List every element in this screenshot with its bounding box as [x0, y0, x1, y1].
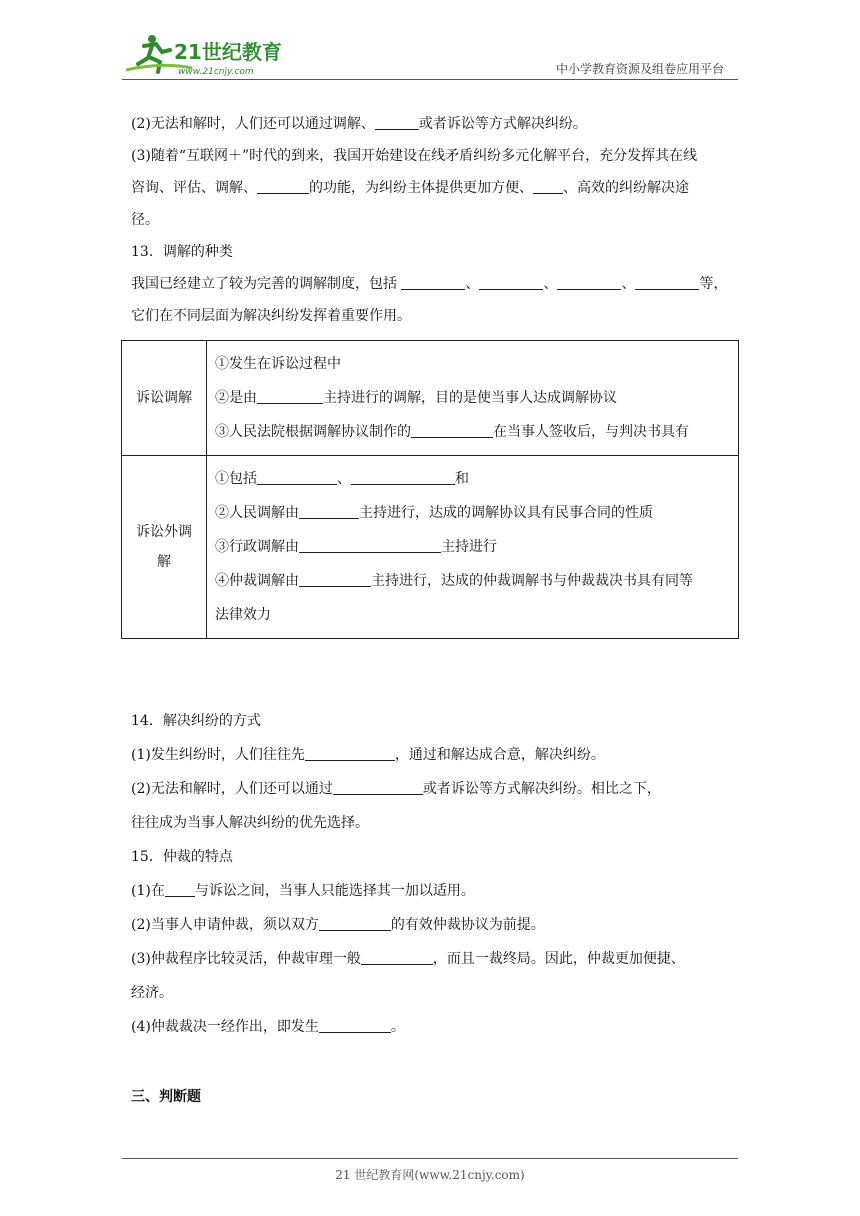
platform-name: 中小学教育资源及组卷应用平台 — [555, 62, 724, 76]
answer-blank[interactable] — [299, 500, 359, 519]
answer-blank[interactable] — [333, 776, 423, 795]
text: ，而且一裁终局。因此，仲裁更加便捷、 — [432, 951, 685, 967]
text: 主持进行，达成的调解协议具有民事合同的性质 — [359, 505, 653, 521]
answer-blank[interactable] — [557, 271, 621, 290]
text: 或者诉讼等方式解决纠纷。相比之下， — [422, 781, 661, 797]
answer-blank[interactable] — [257, 466, 337, 485]
text: (3)随着“互联网＋”时代的到来，我国开始建设在线矛盾纠纷多元化解平台，充分发挥其在线 — [131, 148, 698, 164]
q13-line-2 — [131, 300, 738, 332]
content-cell — [207, 456, 739, 639]
answer-blank[interactable] — [257, 175, 309, 194]
text: (1)发生纠纷时，人们往往先 — [131, 747, 305, 763]
text: (4)仲裁裁决一经作出，即发生 — [131, 1019, 319, 1035]
text: 等， — [699, 276, 728, 292]
category-label: 诉讼调解 — [136, 390, 192, 406]
text: 经济。 — [131, 985, 173, 1001]
text: 和 — [455, 471, 469, 487]
table-row — [122, 456, 739, 639]
text: ④仲裁调解由 — [215, 573, 299, 589]
list-item — [215, 347, 730, 381]
q12-item-3 — [131, 140, 738, 172]
text: 主持进行，达成的仲裁调解书与仲裁裁决书具有同等 — [371, 573, 693, 589]
q15-title — [131, 840, 738, 874]
answer-blank[interactable] — [305, 742, 395, 761]
answer-blank[interactable] — [299, 568, 371, 587]
q14-item-1 — [131, 738, 738, 772]
content-cell — [207, 341, 739, 456]
text: 我国已经建立了较为完善的调解制度，包括 — [131, 276, 397, 292]
header-divider — [122, 79, 738, 80]
q12-item-3-end — [131, 204, 738, 236]
separator: 、 — [465, 276, 480, 292]
category-cell — [122, 456, 207, 639]
21cnjy-logo — [122, 32, 292, 80]
answer-blank[interactable] — [533, 175, 563, 194]
text: 或者诉讼等方式解决纠纷。 — [418, 116, 587, 132]
text: (1)在 — [131, 883, 165, 899]
section-title: 三、判断题 — [131, 1089, 201, 1105]
answer-blank[interactable] — [165, 878, 195, 897]
text: 14．解决纠纷的方式 — [131, 713, 261, 729]
text: ②人民调解由 — [215, 505, 299, 521]
separator: 、 — [337, 471, 351, 487]
q15-item-1 — [131, 874, 738, 908]
answer-blank[interactable] — [479, 271, 543, 290]
q13-title — [131, 236, 738, 268]
text: 咨询、评估、调解、 — [131, 180, 257, 196]
text: 往往成为当事人解决纠纷的优先选择。 — [131, 815, 369, 831]
q15-item-3 — [131, 942, 738, 976]
answer-blank[interactable] — [351, 466, 455, 485]
text: 它们在不同层面为解决纠纷发挥着重要作用。 — [131, 308, 411, 324]
q12-item-2 — [131, 108, 738, 140]
q14-title — [131, 704, 738, 738]
page-header — [122, 32, 738, 80]
answer-blank[interactable] — [635, 271, 699, 290]
list-item — [215, 415, 730, 449]
text: (2)无法和解时，人们还可以通过调解、 — [131, 116, 375, 132]
q15-item-4 — [131, 1010, 738, 1044]
answer-blank[interactable] — [299, 534, 441, 553]
q14-item-2-cont — [131, 806, 738, 840]
answer-blank[interactable] — [257, 385, 323, 404]
mediation-types-table — [121, 340, 739, 639]
answer-blank[interactable] — [411, 419, 493, 438]
list-item — [215, 530, 730, 564]
text: 15．仲裁的特点 — [131, 849, 233, 865]
text: ③人民法院根据调解协议制作的 — [215, 424, 411, 440]
separator: 、 — [543, 276, 558, 292]
q12-item-3-cont — [131, 172, 738, 204]
table-row — [122, 341, 739, 456]
q15-item-3-cont — [131, 976, 738, 1010]
text: 主持进行 — [441, 539, 497, 555]
text: ②是由 — [215, 390, 257, 406]
text: (3)仲裁程序比较灵活，仲裁审理一般 — [131, 951, 361, 967]
answer-blank[interactable] — [361, 946, 433, 965]
list-item — [215, 462, 730, 496]
separator: 、 — [621, 276, 636, 292]
q15-item-2 — [131, 908, 738, 942]
text: 径。 — [131, 212, 159, 228]
answer-blank[interactable] — [319, 1014, 391, 1033]
list-item — [215, 496, 730, 530]
answer-blank[interactable] — [375, 111, 419, 130]
list-item — [215, 598, 730, 632]
text: 在当事人签收后，与判决书具有 — [493, 424, 689, 440]
question-block-lower — [131, 704, 738, 1044]
text: 13．调解的种类 — [131, 244, 233, 260]
text: (2)无法和解时，人们还可以通过 — [131, 781, 333, 797]
text: 主持进行的调解，目的是使当事人达成调解协议 — [323, 390, 617, 406]
page-footer: 21 世纪教育网(www.21cnjy.com) — [335, 1168, 525, 1182]
q14-item-2 — [131, 772, 738, 806]
text: 法律效力 — [215, 607, 271, 623]
list-item — [215, 564, 730, 598]
text: 的功能，为纠纷主体提供更加方便、 — [309, 180, 533, 196]
list-item — [215, 381, 730, 415]
svg-text:www.21cnjy.com: www.21cnjy.com — [178, 67, 254, 77]
category-label: 诉讼外调解 — [136, 524, 192, 570]
footer-divider — [122, 1158, 738, 1159]
q13-line-1 — [131, 268, 738, 300]
svg-text:21世纪教育: 21世纪教育 — [174, 40, 282, 64]
text: ①发生在诉讼过程中 — [215, 356, 341, 372]
category-cell — [122, 341, 207, 456]
question-block-top — [131, 108, 738, 332]
text: (2)当事人申请仲裁，须以双方 — [131, 917, 319, 933]
text: 与诉讼之间，当事人只能选择其一加以适用。 — [194, 883, 475, 899]
answer-blank[interactable] — [401, 271, 465, 290]
text: 的有效仲裁协议为前提。 — [390, 917, 545, 933]
text: 。 — [390, 1019, 405, 1035]
text: ③行政调解由 — [215, 539, 299, 555]
text: ①包括 — [215, 471, 257, 487]
text: ，通过和解达成合意，解决纠纷。 — [394, 747, 605, 763]
answer-blank[interactable] — [319, 912, 391, 931]
text: 、高效的纠纷解决途 — [563, 180, 689, 196]
